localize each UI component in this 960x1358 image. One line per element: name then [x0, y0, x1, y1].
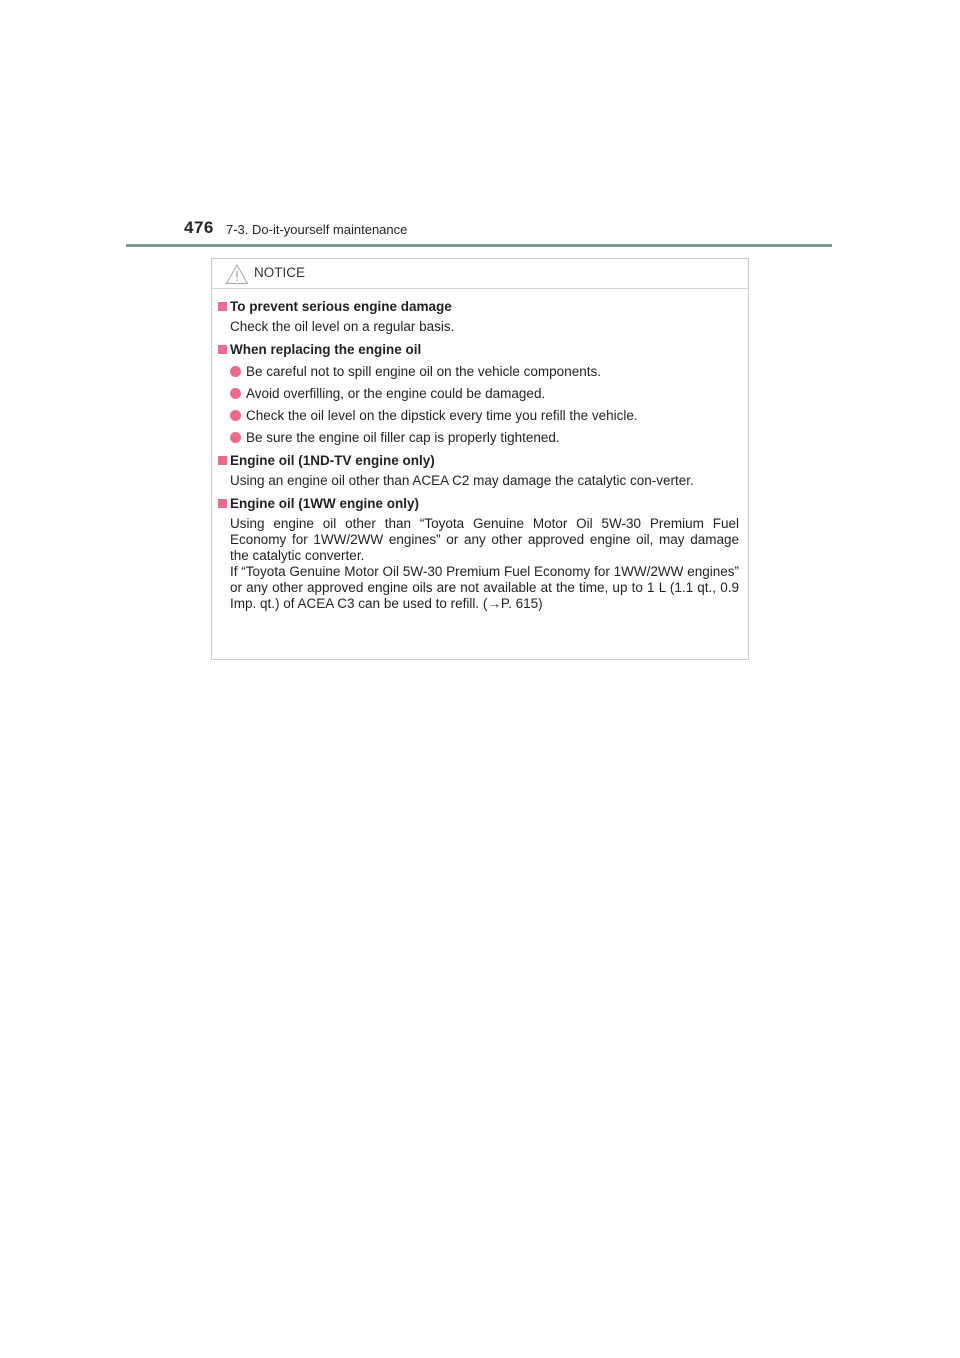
section-heading: When replacing the engine oil	[230, 342, 422, 357]
notice-section	[212, 496, 748, 612]
notice-section	[212, 299, 748, 335]
section-title: 7-3. Do-it-yourself maintenance	[226, 222, 408, 237]
page-number: 476	[184, 218, 214, 237]
notice-title: NOTICE	[254, 265, 306, 280]
header-rule	[126, 244, 832, 247]
square-bullet-icon	[218, 456, 227, 465]
section-paragraph: Using an engine oil other than ACEA C2 may damage the catalytic con-verter.	[230, 473, 694, 488]
list-item	[230, 386, 739, 402]
section-paragraph: Check the oil level on a regular basis.	[230, 319, 455, 334]
section-heading: Engine oil (1WW engine only)	[230, 496, 419, 511]
list-item-text: Be careful not to spill engine oil on the vehicle components.	[246, 364, 601, 379]
section-paragraph: Using engine oil other than “Toyota Genuine Motor Oil 5W-30 Premium Fuel Economy for 1WW/2WW engines” or any other approved engine oil, may damage the catalytic converter.	[230, 516, 739, 563]
list-item-text: Check the oil level on the dipstick every time you refill the vehicle.	[246, 408, 638, 423]
list-item	[230, 408, 739, 424]
section-paragraph: If “Toyota Genuine Motor Oil 5W-30 Premium Fuel Economy for 1WW/2WW engines” or any other approved engine oils are not available at the time, up to 1 L (1.1 qt., 0.9 Imp. qt.) of ACEA C3 can be used to refill. (→P. 615)	[230, 564, 739, 611]
warning-triangle-icon	[225, 263, 249, 285]
notice-section	[212, 342, 748, 446]
square-bullet-icon	[218, 499, 227, 508]
circle-bullet-icon	[230, 410, 241, 421]
list-item-text: Avoid overfilling, or the engine could be damaged.	[246, 386, 546, 401]
notice-box	[211, 258, 749, 660]
list-item-text: Be sure the engine oil filler cap is properly tightened.	[246, 430, 560, 445]
page-header	[184, 218, 832, 246]
list-item	[230, 430, 739, 446]
notice-body	[212, 299, 748, 619]
section-heading: Engine oil (1ND-TV engine only)	[230, 453, 435, 468]
circle-bullet-icon	[230, 366, 241, 377]
square-bullet-icon	[218, 345, 227, 354]
circle-bullet-icon	[230, 388, 241, 399]
list-item	[230, 364, 739, 380]
notice-section	[212, 453, 748, 489]
square-bullet-icon	[218, 302, 227, 311]
circle-bullet-icon	[230, 432, 241, 443]
section-heading: To prevent serious engine damage	[230, 299, 452, 314]
notice-header	[212, 259, 748, 289]
